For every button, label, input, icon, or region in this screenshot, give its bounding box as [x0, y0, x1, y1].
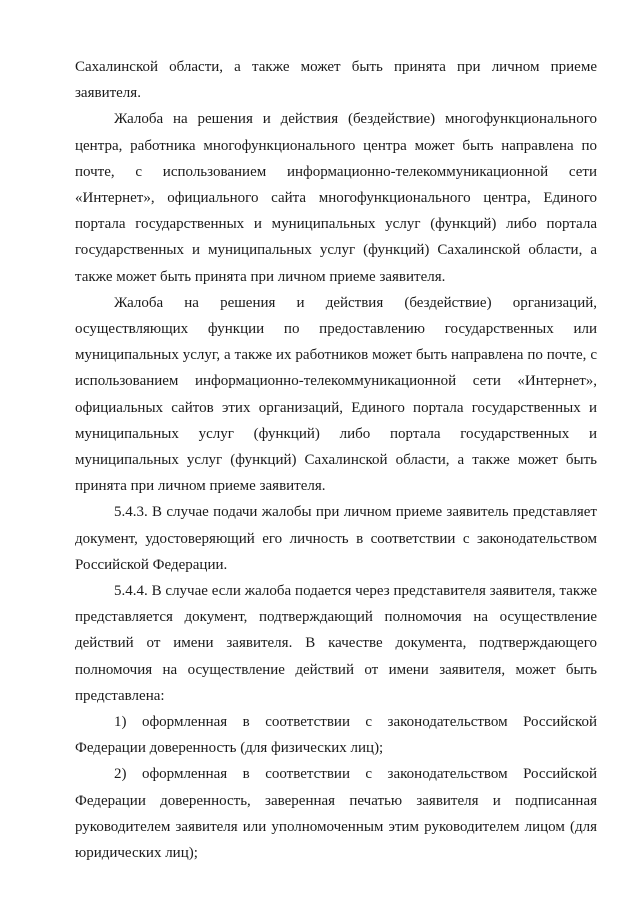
document-body: [75, 54, 597, 866]
list-item-2: 2) оформленная в соответствии с законодательством Российской Федерации доверенность, заверенная печатью заявителя и подписанная руководителем заявителя или уполномоченным этим руководителем лицом (для юридических лиц);: [75, 766, 597, 862]
list-item-1: 1) оформленная в соответствии с законодательством Российской Федерации доверенность (для физических лиц);: [75, 714, 597, 757]
paragraph-5-4-3: 5.4.3. В случае подачи жалобы при личном приеме заявитель представляет документ, удостоверяющий его личность в соответствии с законодательством Российской Федерации.: [75, 504, 597, 573]
paragraph-5-4-4: 5.4.4. В случае если жалоба подается через представителя заявителя, также представляется документ, подтверждающий полномочия на осуществление действий от имени заявителя. В качестве документа, подтверждающего полномочия на осуществление действий от имени заявителя, может быть представлена:: [75, 583, 597, 704]
paragraph-continuation: Сахалинской области, а также может быть принята при личном приеме заявителя.: [75, 59, 597, 102]
paragraph-mfc-complaint: Жалоба на решения и действия (бездействие) многофункционального центра, работника многофункционального центра может быть направлена по почте, с использованием информационно-телекоммуникационной сети «Интернет», официального сайта многофункционального центра, Единого портала государственных и муниципальных услуг (функций) либо портала государственных и муниципальных услуг (функций) Сахалинской области, а также может быть принята при личном приеме заявителя.: [75, 111, 597, 285]
paragraph-organizations-complaint: Жалоба на решения и действия (бездействие) организаций, осуществляющих функции по предоставлению государственных или муниципальных услуг, а также их работников может быть направлена по почте, с использованием информационно-телекоммуникационной сети «Интернет», официальных сайтов этих организаций, Единого портала государственных и муниципальных услуг (функций) либо портала государственных и муниципальных услуг (функций) Сахалинской области, а также может быть принята при личном приеме заявителя.: [75, 294, 597, 495]
